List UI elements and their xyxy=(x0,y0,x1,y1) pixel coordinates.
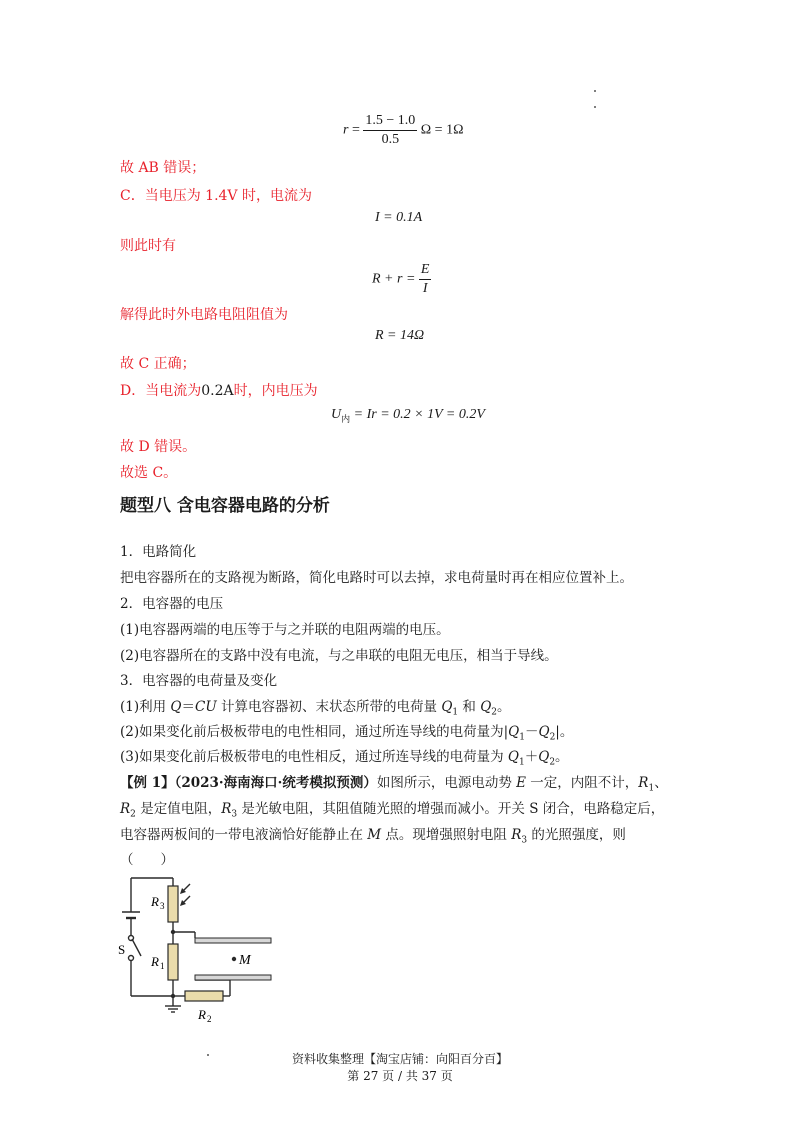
text-part: 3 xyxy=(231,809,238,820)
label-R1-sub: 1 xyxy=(160,961,165,971)
text-part: Q xyxy=(441,699,453,715)
text-part: Q xyxy=(538,724,550,740)
corner-mark xyxy=(594,106,596,108)
footer-page-number: 第 27 页 / 共 37 页 xyxy=(347,1069,453,1083)
text-part: 3 xyxy=(521,835,528,846)
equation-R: R = 14Ω xyxy=(375,328,425,343)
text-part: 2 xyxy=(491,707,498,718)
point-M-dot xyxy=(232,957,236,961)
junction-dot xyxy=(171,930,175,934)
label-R1: R xyxy=(151,954,159,969)
text-part: 时，内电压为 xyxy=(233,383,318,399)
text-part: － xyxy=(524,724,539,740)
example-source: （2023·海南海口·统考模拟预测） xyxy=(174,775,377,791)
eq-subscript: 内 xyxy=(341,413,351,424)
text-part: 2 xyxy=(549,732,556,743)
text-part: R xyxy=(221,801,232,817)
paragraph xyxy=(120,747,569,773)
answer-blank: （ ） xyxy=(120,852,174,868)
fraction-denominator: 0.5 xyxy=(381,132,400,147)
text-part: (3)如果变化前后极板带电的电性相反，通过所连导线的电荷量为 xyxy=(120,749,508,765)
eq-lhs: R + r = xyxy=(372,271,416,287)
text-part: 1 xyxy=(452,707,459,718)
text-part: 电容器两板间的一带电液滴恰好能静止在 xyxy=(120,827,368,843)
text-part: 1 xyxy=(519,732,525,743)
text-part: 点。现增强照射电阻 xyxy=(381,827,512,843)
corner-mark xyxy=(594,90,596,92)
fraction-denominator: I xyxy=(422,281,428,296)
label-M: M xyxy=(239,953,251,968)
equation-r: r = $\frac{1.5 - 1.0}{0.5}$ Ω = 1Ω xyxy=(343,113,464,147)
circuit-diagram xyxy=(110,868,290,1028)
text-part: R xyxy=(638,775,649,791)
capacitor-plate-bottom xyxy=(195,975,271,980)
text-part: Q xyxy=(538,749,550,765)
equation-R-plus-r xyxy=(372,262,431,297)
solution-line: 则此时有 xyxy=(120,238,176,254)
text-part: 1 xyxy=(519,757,525,768)
paragraph xyxy=(120,722,573,748)
paragraph: 1．电路简化 xyxy=(120,544,197,560)
text-part: E xyxy=(516,775,526,791)
paragraph: 把电容器所在的支路视为断路，简化电路时可以去掉，求电荷量时再在相应位置补上。 xyxy=(120,570,633,586)
resistor-R1 xyxy=(168,944,178,980)
label-S: S xyxy=(118,942,126,957)
solution-line: 故 AB 错误； xyxy=(120,160,206,176)
text-part: 一定，内阻不计， xyxy=(525,775,639,791)
text-part: M xyxy=(367,827,382,843)
text-part: 和 xyxy=(458,699,481,715)
text-part: R xyxy=(511,827,522,843)
switch-contact xyxy=(129,956,134,961)
text-part: Q xyxy=(480,699,492,715)
solution-line: 故 C 正确； xyxy=(120,356,196,372)
eq-lhs: r xyxy=(343,122,349,138)
label-R3-sub: 3 xyxy=(160,901,165,911)
example-tag: 【例 1】 xyxy=(120,775,175,791)
junction-dot xyxy=(171,994,175,998)
text-part: (2)如果变化前后极板带电的电性相同，通过所连导线的电荷量为| xyxy=(120,724,509,740)
fraction xyxy=(363,113,417,148)
equation-U xyxy=(331,407,485,425)
fraction-numerator: E xyxy=(419,262,432,280)
equation-I: I = 0.1A xyxy=(375,210,423,225)
text-part: 是光敏电阻，其阻值随光照的增强而减小。开关 S 闭合，电路稳定后， xyxy=(237,801,665,817)
text-part: 1 xyxy=(648,783,655,794)
resistor-R2 xyxy=(185,991,223,1001)
example-line xyxy=(120,773,668,799)
text-part: ＋ xyxy=(524,749,539,765)
footer-source: 资料收集整理【淘宝店铺：向阳百分百】 xyxy=(291,1052,508,1066)
text-part: R xyxy=(120,801,131,817)
paragraph: 2．电容器的电压 xyxy=(120,596,224,612)
resistor-R3 xyxy=(168,886,178,922)
text-part: ＝ xyxy=(181,699,195,715)
text-part: 2 xyxy=(130,809,136,820)
label-R2: R xyxy=(198,1007,206,1022)
text-part: D．当电流为 xyxy=(120,383,202,399)
example-line xyxy=(120,799,664,825)
paragraph: 3．电容器的电荷量及变化 xyxy=(120,673,278,689)
text-part: |。 xyxy=(555,724,574,740)
label-R2-sub: 2 xyxy=(207,1014,212,1024)
section-title: 题型八 含电容器电路的分析 xyxy=(120,496,330,516)
solution-line xyxy=(120,381,318,401)
text-part: 。 xyxy=(555,749,569,765)
text-part: CU xyxy=(195,699,217,715)
eq-symbol: U xyxy=(331,407,342,422)
text-part: 如图所示，电源电动势 xyxy=(376,775,517,791)
solution-line: 故选 C。 xyxy=(120,465,178,481)
fraction-numerator: 1.5 − 1.0 xyxy=(363,113,417,131)
text-part: 。 xyxy=(497,699,511,715)
solution-line: C．当电压为 1.4V 时，电流为 xyxy=(120,188,312,204)
text-part: 计算电容器初、末状态所带的电荷量 xyxy=(216,699,442,715)
example-line xyxy=(120,825,626,851)
text-part: 2 xyxy=(549,757,556,768)
text-part: Q xyxy=(507,749,519,765)
fraction xyxy=(419,262,432,297)
text-part: 的光照强度，则 xyxy=(527,827,626,843)
text-part: 0.2A xyxy=(201,383,234,399)
text-part: 是定值电阻， xyxy=(135,801,222,817)
solution-line: 故 D 错误。 xyxy=(120,439,197,455)
eq-rhs: = Ir = 0.2 × 1V = 0.2V xyxy=(353,407,485,422)
paragraph xyxy=(120,697,511,723)
capacitor-plate-top xyxy=(195,938,271,943)
text-part: (1)利用 xyxy=(120,699,171,715)
eq-rhs: Ω = 1Ω xyxy=(420,122,464,138)
text-part: Q xyxy=(508,724,520,740)
text-part: 、 xyxy=(654,775,668,791)
label-R3: R xyxy=(151,894,159,909)
switch-lever xyxy=(132,939,141,956)
paragraph: (1)电容器两端的电压等于与之并联的电阻两端的电压。 xyxy=(120,622,450,638)
solution-line: 解得此时外电路电阻阻值为 xyxy=(120,307,288,323)
paragraph: (2)电容器所在的支路中没有电流，与之串联的电阻无电压，相当于导线。 xyxy=(120,648,558,664)
text-part: Q xyxy=(170,699,182,715)
